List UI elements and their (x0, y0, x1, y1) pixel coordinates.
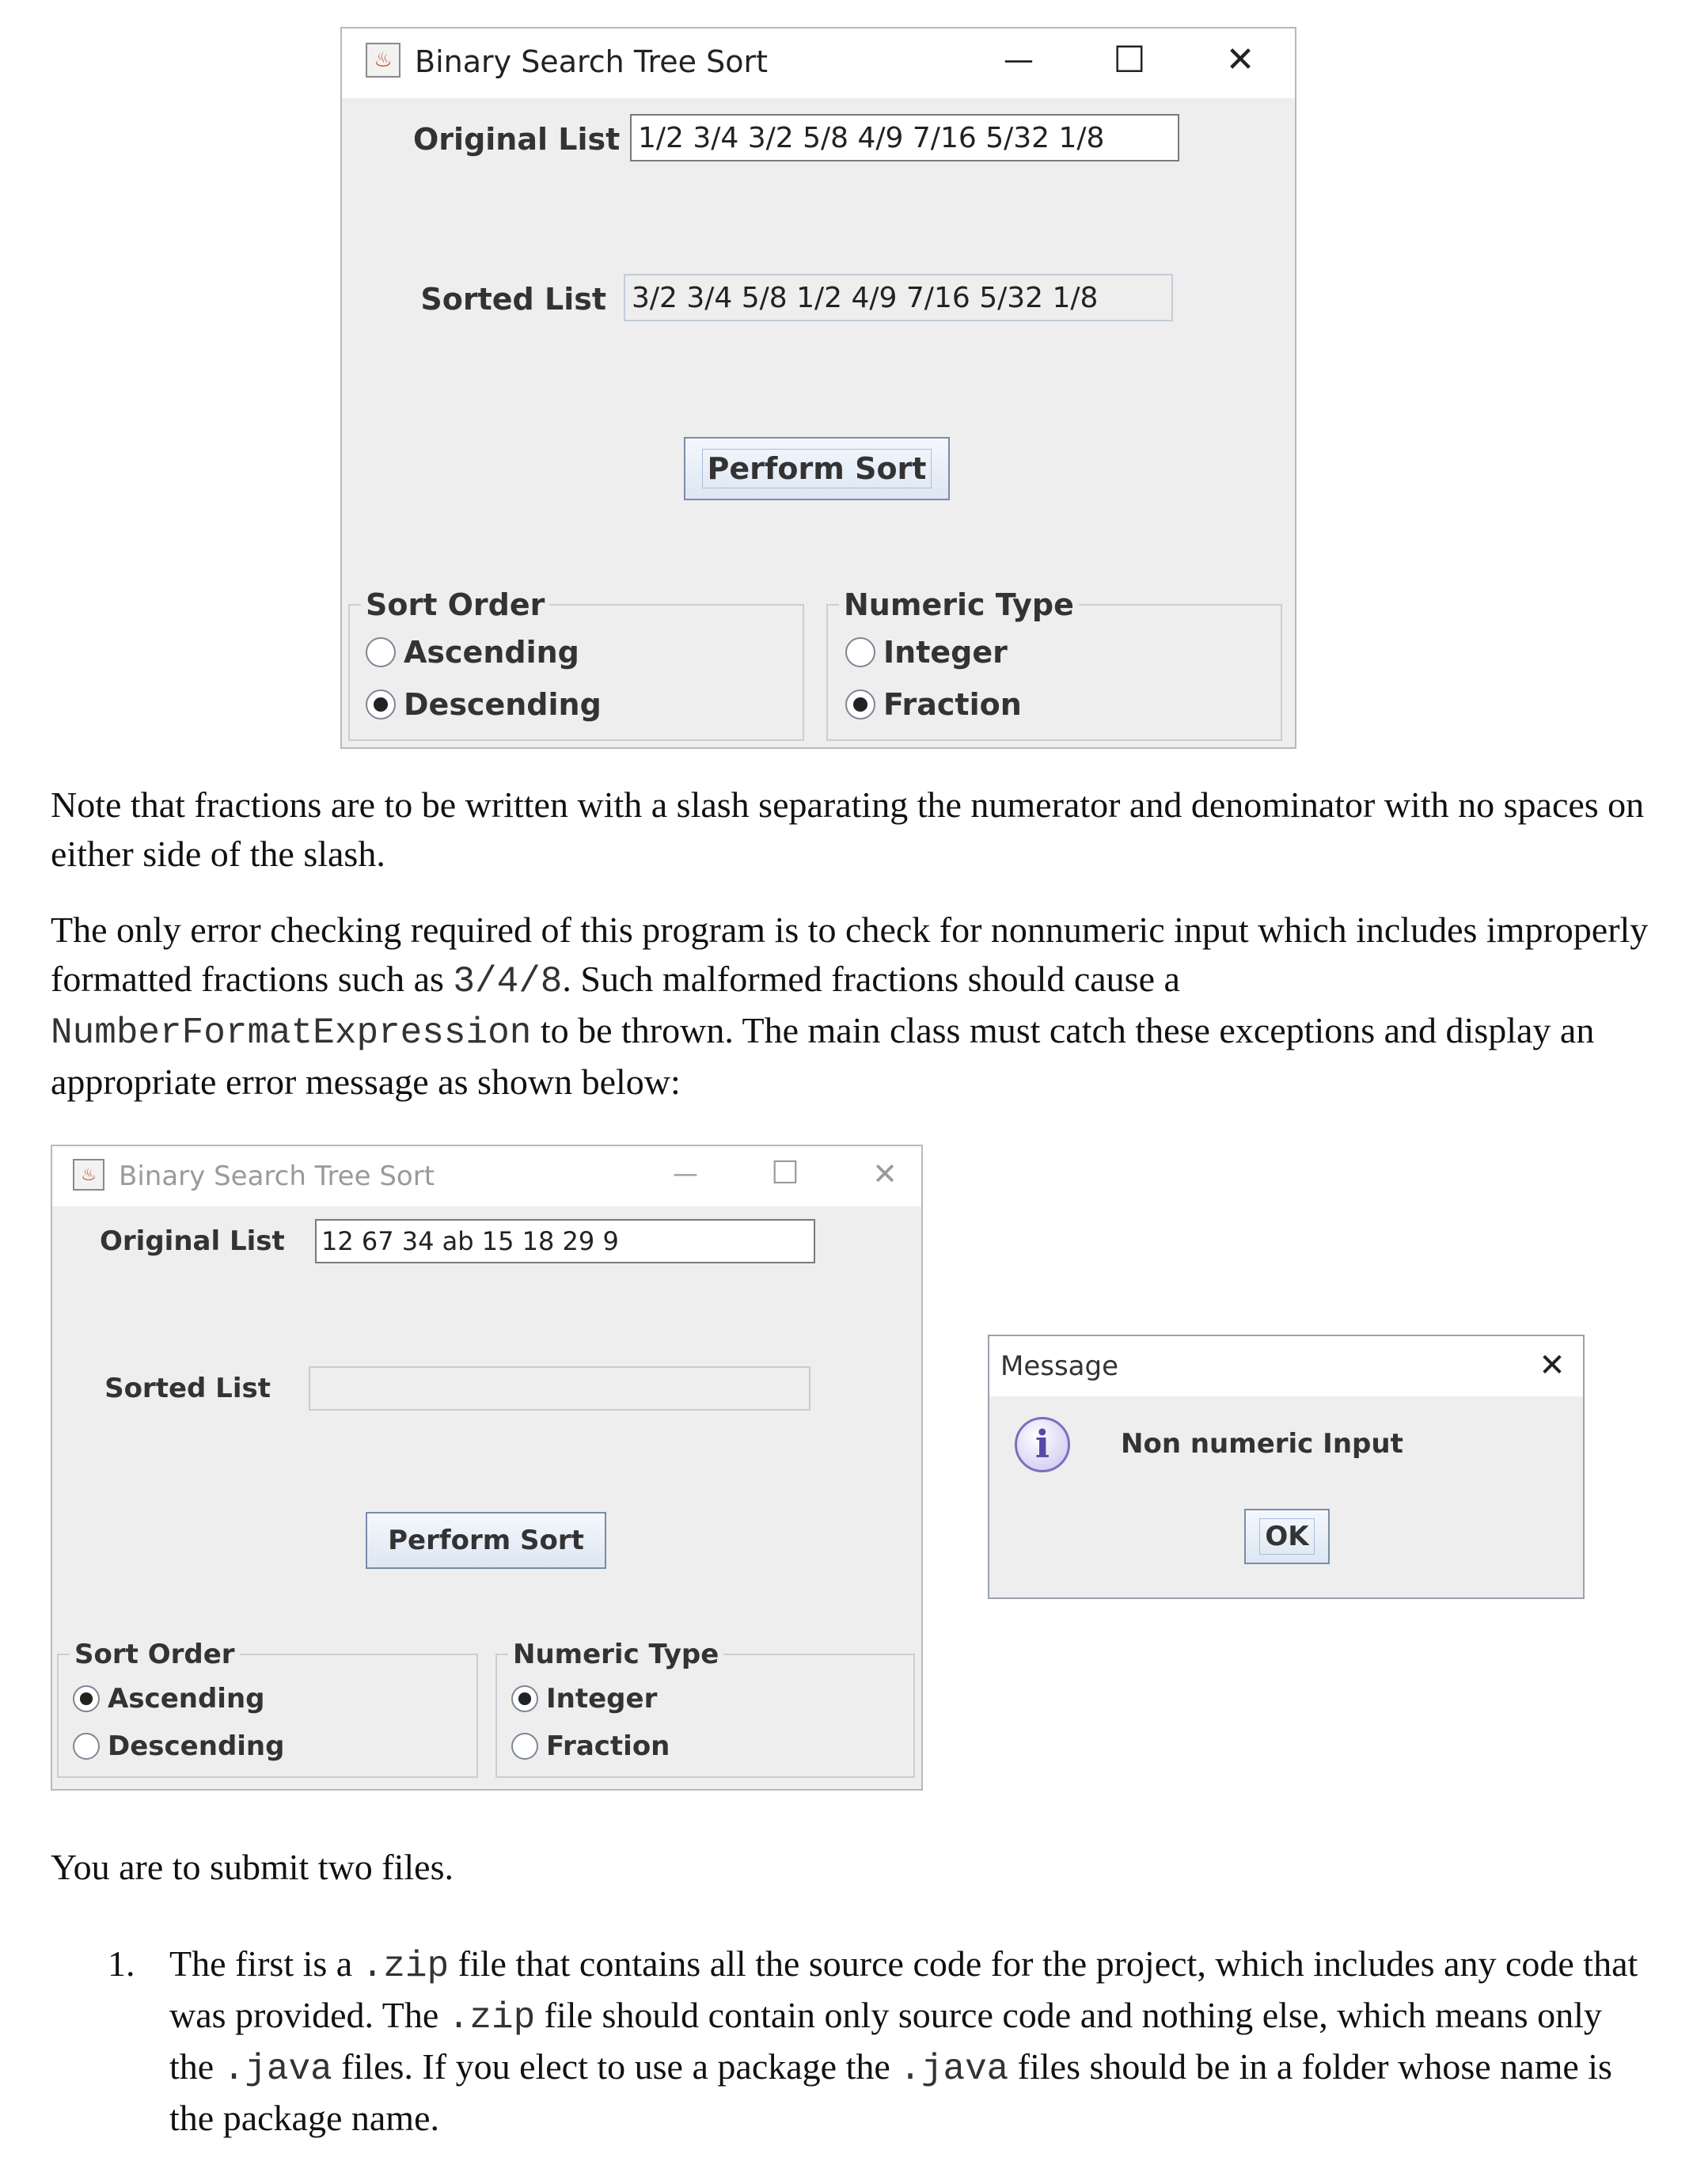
minimize-button[interactable]: — (1004, 42, 1034, 77)
main-window-integer (51, 1145, 923, 1791)
integer-radio[interactable] (511, 1683, 657, 1715)
paragraph-submit: You are to submit two files. (51, 1847, 454, 1887)
message-dialog (988, 1335, 1585, 1599)
info-icon (1015, 1417, 1070, 1472)
numeric-type-legend: Numeric Type (844, 587, 1074, 622)
ascending-radio[interactable] (73, 1683, 265, 1715)
descending-label: Descending (404, 687, 602, 722)
ok-button[interactable] (1244, 1509, 1330, 1564)
sort-order-legend: Sort Order (366, 587, 545, 622)
text-run: The only error checking required of this program is to check for nonnumeric input which includes improperly formatted fractions such as (51, 910, 1649, 999)
descending-radio[interactable] (366, 687, 602, 722)
radio-icon (366, 637, 396, 667)
sort-order-legend: Sort Order (74, 1639, 235, 1670)
descending-radio[interactable] (73, 1730, 284, 1762)
perform-sort-button[interactable] (366, 1512, 606, 1569)
original-list-input[interactable]: 1/2 3/4 3/2 5/8 4/9 7/16 5/32 1/8 (630, 114, 1179, 161)
java-app-icon: ♨ (366, 43, 400, 78)
paragraph-error-checking (51, 906, 1649, 1107)
info-glyph: i (1034, 1422, 1050, 1467)
fraction-label: Fraction (883, 687, 1022, 722)
integer-radio[interactable] (845, 635, 1008, 670)
descending-label: Descending (108, 1730, 285, 1762)
radio-selected-icon (845, 689, 875, 720)
maximize-button[interactable]: ☐ (1113, 38, 1146, 81)
fraction-label: Fraction (546, 1730, 670, 1762)
original-list-label: Original List (413, 122, 621, 157)
ascending-label: Ascending (108, 1683, 265, 1715)
text-run: files should be in a folder whose name is the package name. (169, 2046, 1612, 2138)
fraction-radio[interactable] (845, 687, 1022, 722)
close-button[interactable]: ✕ (1225, 40, 1255, 80)
sorted-list-output (309, 1366, 810, 1411)
perform-sort-label: Perform Sort (388, 1525, 584, 1556)
code-java: .java (222, 2049, 332, 2090)
numeric-type-legend: Numeric Type (513, 1639, 719, 1670)
window-title: Binary Search Tree Sort (119, 1160, 435, 1192)
code-zip: .zip (447, 1997, 536, 2038)
text-run: to be thrown. The main class must catch these exceptions and display an appropriate error message as shown below: (51, 1010, 1595, 1102)
text-run: . Such malformed fractions should cause a (562, 959, 1180, 999)
code-exception-name: NumberFormatExpression (51, 1012, 532, 1054)
minimize-button[interactable]: — (673, 1158, 698, 1188)
code-malformed-fraction: 3/4/8 (453, 961, 563, 1002)
java-app-icon: ♨ (73, 1159, 104, 1191)
title-bar (342, 28, 1295, 98)
dialog-close-button[interactable]: ✕ (1539, 1347, 1566, 1384)
list-item-text (169, 1939, 1649, 2143)
dialog-message: Non numeric Input (1121, 1428, 1403, 1460)
radio-icon (511, 1733, 538, 1760)
radio-selected-icon (511, 1685, 538, 1712)
code-java: .java (899, 2049, 1009, 2090)
list-item-1 (51, 1939, 1649, 2143)
dialog-title-bar (989, 1336, 1583, 1396)
paragraph-fraction-format: Note that fractions are to be written with a slash separating the numerator and denominator with no spaces on either side of the slash. (51, 784, 1645, 874)
radio-selected-icon (73, 1685, 100, 1712)
fraction-radio[interactable] (511, 1730, 670, 1762)
text-run: file that contains all the source code for the project, which includes any code that was provided. The (169, 1943, 1638, 2035)
main-window-fraction (340, 27, 1296, 749)
original-list-label: Original List (100, 1225, 285, 1257)
perform-sort-button[interactable] (684, 437, 950, 500)
radio-icon (845, 637, 875, 667)
title-bar (52, 1146, 921, 1206)
window-title: Binary Search Tree Sort (415, 44, 768, 79)
radio-icon (73, 1733, 100, 1760)
list-number: 1. (108, 1943, 135, 1984)
dialog-title: Message (1000, 1350, 1119, 1382)
text-run: The first is a (169, 1943, 362, 1984)
close-button[interactable]: ✕ (872, 1157, 898, 1191)
radio-selected-icon (366, 689, 396, 720)
sorted-list-label: Sorted List (420, 282, 606, 317)
text-run: file should contain only source code and nothing else, which means only the (169, 1995, 1602, 2087)
integer-label: Integer (883, 635, 1008, 670)
sorted-list-output: 3/2 3/4 5/8 1/2 4/9 7/16 5/32 1/8 (624, 274, 1173, 321)
integer-label: Integer (546, 1683, 658, 1715)
code-zip: .zip (361, 1946, 450, 1987)
ascending-radio[interactable] (366, 635, 579, 670)
ok-label: OK (1259, 1518, 1314, 1555)
text-run: files. If you elect to use a package the (332, 2046, 900, 2087)
original-list-input[interactable]: 12 67 34 ab 15 18 29 9 (315, 1219, 815, 1263)
sorted-list-label: Sorted List (104, 1373, 271, 1404)
maximize-button[interactable]: ☐ (771, 1155, 799, 1191)
ascending-label: Ascending (404, 635, 579, 670)
perform-sort-label: Perform Sort (702, 449, 932, 488)
